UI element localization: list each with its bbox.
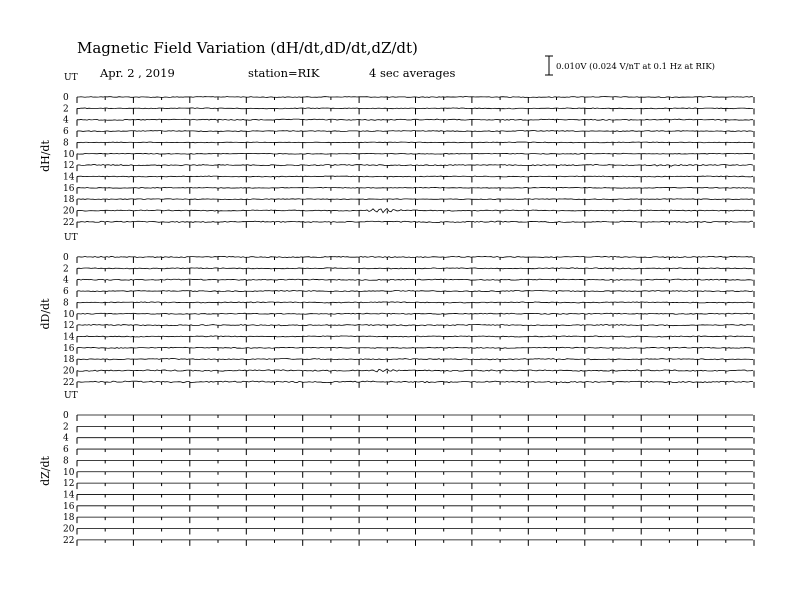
hour-label: 2 [63, 104, 69, 115]
hour-label: 12 [63, 321, 75, 332]
hour-label: 22 [63, 217, 75, 228]
hour-label: 20 [63, 366, 75, 377]
panel-dH-dt [39, 73, 754, 228]
hour-label: 18 [63, 513, 75, 524]
hour-label: 6 [63, 287, 69, 298]
hour-label: 10 [63, 467, 75, 478]
ut-axis-label: UT [64, 391, 78, 401]
hour-label: 22 [63, 535, 75, 546]
station-label: station=RIK [248, 66, 320, 80]
hour-label: 16 [63, 343, 75, 354]
panels-group [39, 73, 754, 546]
hour-label: 14 [63, 172, 75, 183]
hour-label: 22 [63, 377, 75, 388]
hour-label: 12 [63, 161, 75, 172]
panel-dD-dt [39, 233, 754, 388]
chart-title: Magnetic Field Variation (dH/dt,dD/dt,dZ/dt) [77, 39, 418, 57]
hour-label: 10 [63, 309, 75, 320]
panel-dZ-dt [39, 391, 754, 546]
hour-label: 20 [63, 206, 75, 217]
hour-label: 14 [63, 490, 75, 501]
hour-label: 4 [63, 433, 69, 444]
hour-label: 0 [63, 93, 69, 103]
date-label: Apr. 2 , 2019 [100, 66, 175, 80]
panel-ylabel: dD/dt [39, 298, 52, 330]
hour-label: 16 [63, 183, 75, 194]
hour-label: 4 [63, 115, 69, 126]
hour-label: 0 [63, 253, 69, 263]
panel-ylabel: dZ/dt [39, 456, 52, 486]
hour-label: 4 [63, 275, 69, 286]
ut-axis-label: UT [64, 73, 78, 83]
hour-label: 8 [63, 298, 69, 309]
hour-label: 6 [63, 127, 69, 138]
hour-label: 18 [63, 355, 75, 366]
hour-label: 0 [63, 411, 69, 421]
hour-label: 16 [63, 501, 75, 512]
hour-label: 20 [63, 524, 75, 535]
hour-label: 12 [63, 479, 75, 490]
hour-label: 2 [63, 264, 69, 275]
hour-label: 18 [63, 195, 75, 206]
hour-label: 14 [63, 332, 75, 343]
hour-label: 10 [63, 149, 75, 160]
hour-label: 6 [63, 445, 69, 456]
hour-label: 2 [63, 422, 69, 433]
ut-axis-label: UT [64, 233, 78, 243]
scale-bar [545, 56, 715, 75]
averaging-label: 4 sec averages [369, 66, 456, 80]
hour-label: 8 [63, 456, 69, 467]
hour-label: 8 [63, 138, 69, 149]
panel-ylabel: dH/dt [39, 140, 52, 172]
scale-bar-label: 0.010V (0.024 V/nT at 0.1 Hz at RIK) [556, 62, 715, 72]
